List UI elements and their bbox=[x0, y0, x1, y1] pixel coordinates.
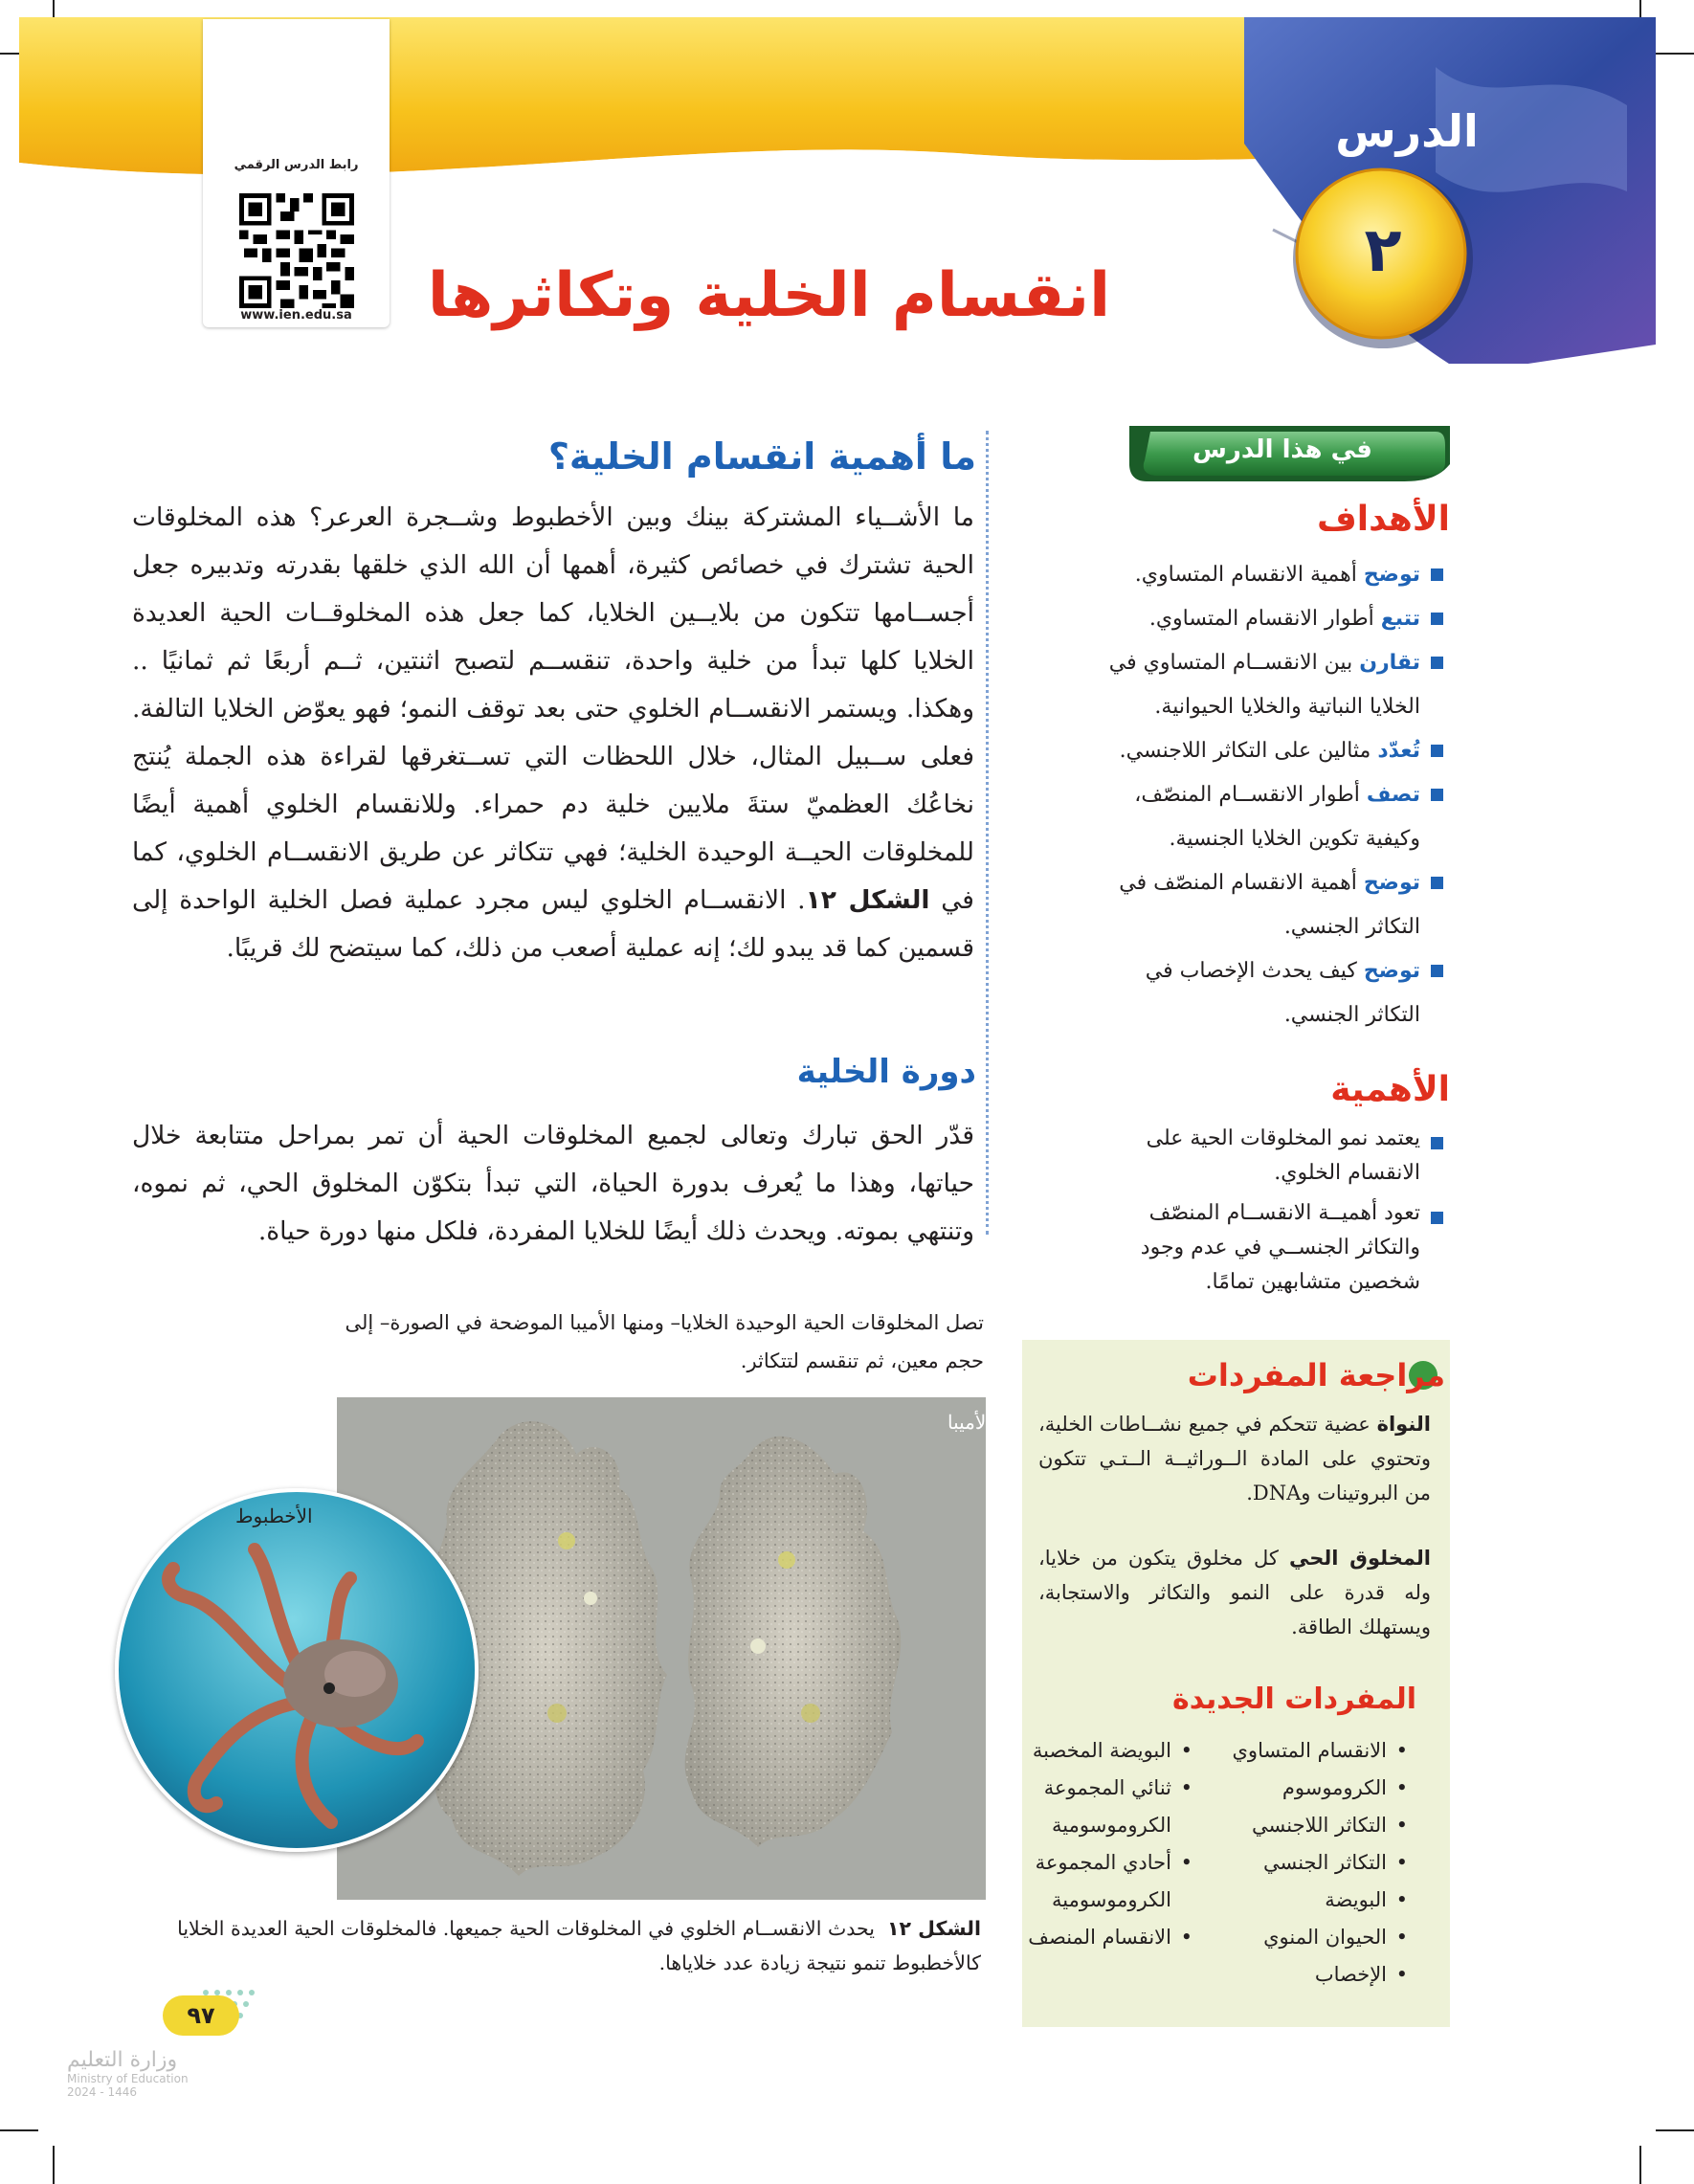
objectives-heading: الأهداف bbox=[1316, 500, 1450, 539]
objective-item: تُعدّد مثالين على التكاثر اللاجنسي. bbox=[1091, 729, 1445, 773]
crop-mark bbox=[1656, 2129, 1694, 2131]
lesson-number: ٢ bbox=[1364, 215, 1402, 286]
vocab-term: • البويضة bbox=[1215, 1882, 1412, 1919]
vocab-term: • التكاثر الجنسي bbox=[1215, 1844, 1412, 1882]
sidebar-tab-label: في هذا الدرس bbox=[1192, 435, 1372, 464]
objective-item: تقارن بين الانقســام المتساوي في الخلايا النباتية والخلايا الحيوانية. bbox=[1091, 641, 1445, 729]
crop-mark bbox=[1639, 2146, 1641, 2184]
importance-item: يعتمد نمو المخلوقات الحية على الانقسام الخلوي. bbox=[1091, 1122, 1445, 1191]
lesson-label: الدرس bbox=[1335, 105, 1479, 157]
figure-intro: تصل المخلوقات الحية الوحيدة الخلايا– ومنها الأميبا الموضحة في الصورة– إلى حجم معين، ثم تنقسم لتتكاثر. bbox=[345, 1311, 984, 1372]
page-title: انقسام الخلية وتكاثرها bbox=[427, 260, 1110, 331]
vocab-review-heading: مراجعة المفردات bbox=[1187, 1357, 1445, 1393]
qr-code-icon[interactable] bbox=[239, 193, 354, 308]
figure-caption: الشكل ١٢ يحدث الانقســام الخلوي في المخلوقات الحية جميعها. فالمخلوقات الحية العديدة الخلايا كالأخطبوط تنمو نتيجة زيادة عدد خلاياها. bbox=[177, 1917, 981, 1974]
body-paragraph: قدّر الحق تبارك وتعالى لجميع المخلوقات الحية أن تمر بمراحل متتابعة خلال حياتها، وهذا ما يُعرف بدورة الحياة، التي تبدأ بتكوّن المخلوق الحي، ثم نموه، وتنتهي بموته. ويحدث ذلك أيضًا للخلايا المفردة، فلكل منها دورة حياة. bbox=[132, 1121, 974, 1246]
objective-item: توضح أهمية الانقسام المتساوي. bbox=[1091, 553, 1445, 597]
vocab-term: • الانقسام المنصف bbox=[1014, 1919, 1196, 1956]
crop-mark bbox=[0, 2129, 38, 2131]
objective-item: تصف أطوار الانقســام المنصّف، وكيفية تكوين الخلايا الجنسية. bbox=[1091, 773, 1445, 861]
importance-list bbox=[1091, 1122, 1445, 1300]
vocab-definition: المخلوق الحي كل مخلوق يتكون من خلايا، وله قدرة على النمو والتكاثر والاستجابة، ويستهلك الطاقة. bbox=[1038, 1547, 1431, 1638]
qr-url[interactable]: www.ien.edu.sa bbox=[240, 308, 352, 323]
new-vocab-list bbox=[1215, 1732, 1412, 1994]
qr-title: رابط الدرس الرقمي bbox=[234, 158, 359, 172]
vocab-term: • الانقسام المتساوي bbox=[1215, 1732, 1412, 1770]
vocab-term: • التكاثر اللاجنسي bbox=[1215, 1807, 1412, 1844]
column-divider bbox=[986, 431, 989, 1235]
new-vocab-heading: المفردات الجديدة bbox=[1172, 1683, 1416, 1716]
objectives-list bbox=[1091, 553, 1445, 1037]
objective-item: توضح كيف يحدث الإخصاب في التكاثر الجنسي. bbox=[1091, 949, 1445, 1037]
vocab-term: • أحادي المجموعة الكروموسومية bbox=[1014, 1844, 1196, 1919]
section-heading: ما أهمية انقسام الخلية؟ bbox=[547, 435, 976, 478]
body-paragraph: ما الأشــياء المشتركة بينك وبين الأخطبوط وشــجرة العرعر؟ هذه المخلوقات الحية تشترك في خصائص كثيرة، أهمها أن الله الذي خلقها بقدرته وتدبيره جعل أجســامها تتكون من بلايــين الخلايا، كما جعل هذه المخلوقــات الحية العديدة الخلايا كلها تبدأ من خلية واحدة، تنقســم لتصبح اثنتين، ثــم أربعًا ثم ثمانيًا .. وهكذا. ويستمر الانقســام الخلوي حتى بعد توقف النمو؛ فهو يعوّض الخلايا التالفة. فعلى ســبيل المثال، خلال اللحظات التي تســتغرقها لقراءة هذه الجملة يُنتج نخاعُك العظميّ ستةَ ملايين خلية دم حمراء. وللانقسام الخلوي أهمية أيضًا للمخلوقات الحيــة الوحيدة الخلية؛ فهي تتكاثر عن طريق الانقســام الخلوي، كما في الشكل ١٢. الانقســام الخلوي ليس مجرد عملية فصل الخلية الواحدة إلى قسمين كما قد يبدو لك؛ إنه عملية أصعب من ذلك، كما سيتضح لك قريبًا. bbox=[132, 502, 974, 963]
octopus-label: الأخطبوط bbox=[235, 1504, 313, 1527]
vocab-definition: النواة عضية تتحكم في جميع نشــاطات الخلية، وتحتوي على المادة الــوراثيــة الــتـي تتكون من البروتينات وDNA. bbox=[1038, 1413, 1431, 1504]
importance-heading: الأهمية bbox=[1330, 1070, 1450, 1109]
importance-item: تعود أهميــة الانقســام المنصّف والتكاثر الجنســي في عدم وجود شخصين متشابهين تمامًا. bbox=[1091, 1196, 1445, 1300]
page-number: ٩٧ bbox=[163, 1995, 239, 2036]
qr-card[interactable] bbox=[203, 19, 390, 327]
vocab-term: • الكروموسوم bbox=[1215, 1770, 1412, 1807]
amoeba-label: الأميبا bbox=[947, 1411, 992, 1434]
crop-mark bbox=[53, 2146, 55, 2184]
section-heading: دورة الخلية bbox=[796, 1053, 976, 1091]
new-vocab-list bbox=[1014, 1732, 1196, 1956]
vocab-term: • ثنائي المجموعة الكروموسومية bbox=[1014, 1770, 1196, 1844]
vocab-term: • الإخصاب bbox=[1215, 1956, 1412, 1994]
vocab-term: • الحيوان المنوي bbox=[1215, 1919, 1412, 1956]
objective-item: توضح أهمية الانقسام المنصّف في التكاثر الجنسي. bbox=[1091, 861, 1445, 949]
ministry-logo: وزارة التعليم Ministry of Education 2024 - 1446 bbox=[67, 2048, 189, 2099]
octopus-photo bbox=[115, 1488, 479, 1852]
vocab-term: • البويضة المخصبة bbox=[1014, 1732, 1196, 1770]
objective-item: تتبع أطوار الانقسام المتساوي. bbox=[1091, 597, 1445, 641]
